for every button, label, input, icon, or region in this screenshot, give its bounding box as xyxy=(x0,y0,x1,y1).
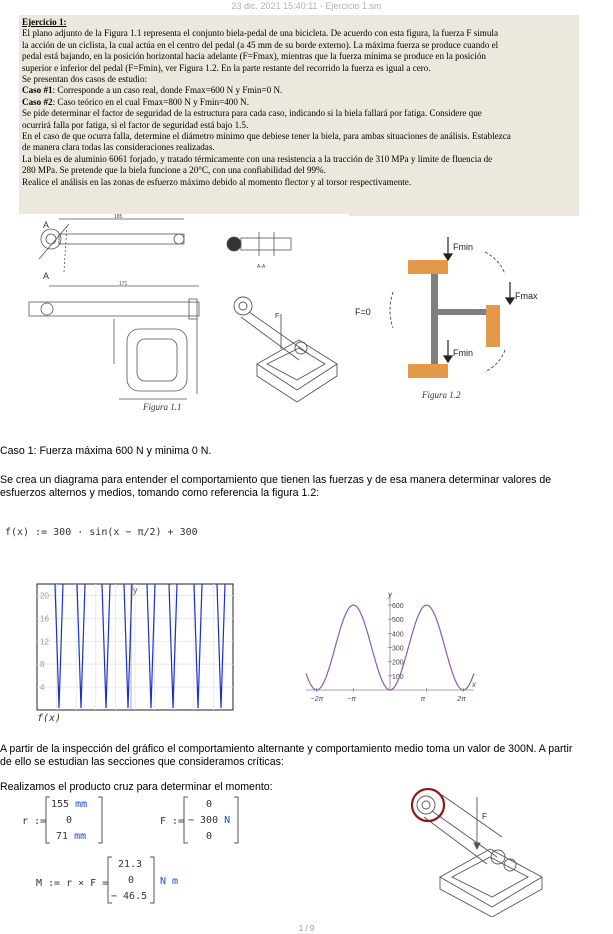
m-unit: N m xyxy=(160,876,179,887)
r-label: r := xyxy=(22,816,47,827)
chart-right-ytick-label: 300 xyxy=(392,645,404,653)
chart-right-xtick-label: −2π xyxy=(310,696,324,703)
exercise-title: Ejercicio 1: xyxy=(22,17,67,27)
m-value-z: − 46.5 xyxy=(111,891,148,902)
chart-right-sine xyxy=(300,590,480,710)
fmax-label: Fmax xyxy=(515,291,538,301)
chart-right-xtick-label: −π xyxy=(347,696,357,703)
dim-185-label: 185 xyxy=(114,214,123,220)
f-label: F := xyxy=(160,816,185,827)
problem-line: 280 MPa. Se pretende que la biela funcione a 20°C, con una confiabilidad del 99%. xyxy=(22,165,326,176)
r-value-z: 71 mm xyxy=(56,831,87,842)
chart-left-ytick-label: 8 xyxy=(40,660,45,670)
force-f-label: F xyxy=(275,313,280,320)
inspection-line-1: A partir de la inspección del gráfico el comportamiento alternante y comportamiento medio toma un valor de 300N. A partir xyxy=(0,743,573,755)
pedal-isometric-highlight xyxy=(402,777,552,917)
case-2-line xyxy=(22,97,576,108)
case-2-text: : Caso teórico en el cual Fmax=800 N y Fmin=400 N. xyxy=(52,96,249,107)
problem-line: Se pide determinar el factor de seguridad de la estructura para cada caso, indicando si la biela fallará por fatiga. Considere que xyxy=(22,108,482,119)
chart-right-ytick-label: 600 xyxy=(392,603,404,611)
chart-right-ytick-label: 100 xyxy=(392,673,404,681)
case-1-line xyxy=(22,85,576,96)
chart-right-y-axis-label: y xyxy=(388,590,392,599)
f-value-z: 0 xyxy=(206,831,213,842)
chart-left-legend: f(x) xyxy=(37,713,62,724)
figure-1-1-drawing xyxy=(19,214,349,414)
chart-right-xtick-label: π xyxy=(420,696,426,703)
fmin-bottom-label: Fmin xyxy=(453,348,473,358)
r-value-y: 0 xyxy=(66,815,73,826)
intro-line-2: esfuerzos alternos y medios, tomando como referencia la figura 1.2: xyxy=(0,487,320,499)
problem-line: Realice el análisis en las zonas de esfuerzo máximo debido al momento flector y al torsor respectivamente. xyxy=(22,176,412,187)
m-value-y: 0 xyxy=(128,875,135,886)
chart-right-ytick-label: 400 xyxy=(392,631,404,639)
problem-line: de manera clara todas las consideraciones realizadas. xyxy=(22,142,215,153)
file-header: 23 dic. 2021 15:40:11 - Ejercicio 1.sm xyxy=(231,1,382,11)
case-2-label: Caso #2 xyxy=(22,96,53,107)
chart-right-xtick-label: 2π xyxy=(457,696,466,703)
figure-1-1-caption: Figura 1.1 xyxy=(143,402,182,412)
chart-left-spikes xyxy=(33,582,237,714)
page-number: 1 / 9 xyxy=(298,924,315,933)
case-1-heading: Caso 1: Fuerza máxima 600 N y minima 0 N. xyxy=(0,445,212,457)
figure-1-2-drawing xyxy=(355,232,555,394)
chart-left-ytick-label: 20 xyxy=(40,591,49,601)
f-unit: N xyxy=(224,815,231,826)
chart-left-ytick-label: 16 xyxy=(40,614,49,624)
intro-line-1: Se crea un diagrama para entender el comportamiento que tienen las fuerzas y de esa manera determinar valores de xyxy=(0,474,552,486)
m-label: M := r × F = xyxy=(36,878,109,889)
problem-statement xyxy=(19,15,579,216)
cross-product-text: Realizamos el producto cruz para determinar el momento: xyxy=(0,781,273,793)
r-unit: mm xyxy=(74,831,87,842)
r-value-x: 155 mm xyxy=(51,799,88,810)
chart-right-x-axis-label: x xyxy=(472,680,476,689)
problem-line: En el caso de que ocurra falla, determine el diámetro mínimo que debiese tener la biela, para ambas situaciones de análisis. Establezca xyxy=(22,131,511,142)
figure-1-2-caption: Figura 1.2 xyxy=(422,390,461,400)
chart-left-y-axis-label: y xyxy=(133,585,138,595)
problem-line: ocurrirá falla por fatiga, si el factor de seguridad está bajo 1.5. xyxy=(22,119,249,130)
inspection-line-2: de ello se estudian las secciones que consideramos críticas: xyxy=(0,756,284,768)
section-aa-label: A-A xyxy=(257,264,266,270)
m-value-x: 21.3 xyxy=(118,859,143,870)
formula-text: f(x) := 300 · sin(x − π/2) + 300 xyxy=(5,527,198,538)
f-zero-label: F=0 xyxy=(355,307,371,317)
f-value-y: − 300 N xyxy=(188,815,231,826)
chart-left-ytick-label: 4 xyxy=(40,683,45,693)
f-value-x: 0 xyxy=(206,799,213,810)
problem-line: la acción de un ciclista, la cual actúa en el centro del pedal (a 45 mm de su borde externo). La máxima fuerza se produce cuando el xyxy=(22,39,499,50)
force-f-iso-label: F xyxy=(482,812,487,821)
chart-right-ytick-label: 200 xyxy=(392,659,404,667)
section-a-label: A xyxy=(43,220,50,230)
chart-left-ytick-label: 12 xyxy=(40,637,49,647)
dim-171-label: 171 xyxy=(119,281,128,287)
section-a-label-bottom: A xyxy=(43,271,50,281)
problem-line: pedal está bajando, en la posición horizontal hacia adelante (F=Fmax), mientras que la fuerza mínima se produce en la posición xyxy=(22,51,486,62)
problem-line: La biela es de aluminio 6061 forjado, y tratado térmicamente con una resistencia a la tracción de 310 MPa y límite de fluencia de xyxy=(22,153,493,164)
fmin-top-label: Fmin xyxy=(453,242,473,252)
case-1-text: : Corresponde a un caso real, donde Fmax=600 N y Fmin=0 N. xyxy=(52,85,283,96)
chart-right-ytick-label: 500 xyxy=(392,617,404,625)
r-unit: mm xyxy=(75,799,88,810)
problem-line: El plano adjunto de la Figura 1.1 representa el conjunto biela-pedal de una bicicleta. De acuerdo con esta figura, la fuerza F simula xyxy=(22,28,498,39)
problem-line: superior e inferior del pedal (F=Fmin), ver Figura 1.2. En la parte restante del recorrido la fuerza es igual a cero. xyxy=(22,62,431,73)
formula-f-x xyxy=(5,527,198,538)
problem-line: Se presentan dos casos de estudio: xyxy=(22,74,148,85)
case-1-label: Caso #1 xyxy=(22,85,53,96)
